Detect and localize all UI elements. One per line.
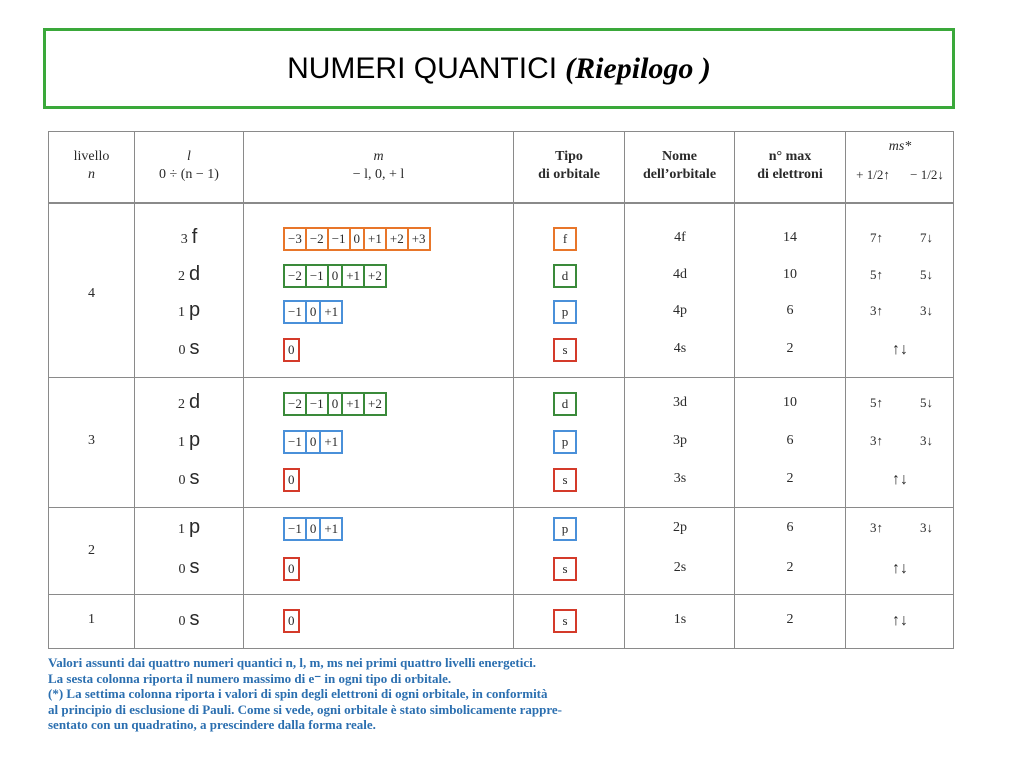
orbital-type-box: f bbox=[553, 227, 577, 251]
header-tipo bbox=[514, 148, 624, 184]
m-value-cell: −1 bbox=[285, 302, 307, 322]
l-value bbox=[135, 608, 243, 631]
spin-pair: ↑↓ bbox=[892, 341, 908, 358]
orbital-type-box: p bbox=[553, 300, 577, 324]
m-value-cell: +1 bbox=[343, 394, 365, 414]
header-nmax-line2: di elettroni bbox=[757, 167, 823, 182]
orbital-type-box: s bbox=[553, 338, 577, 362]
orbital-name: 4d bbox=[673, 267, 687, 282]
max-electrons: 14 bbox=[783, 230, 797, 245]
m-value-cell: −2 bbox=[307, 229, 329, 249]
max-electrons: 10 bbox=[783, 267, 797, 282]
l-letter: f bbox=[191, 226, 198, 248]
orbital-type-box: p bbox=[553, 430, 577, 454]
l-value bbox=[135, 226, 243, 249]
m-value-cell: 0 bbox=[351, 229, 366, 249]
row-divider bbox=[49, 594, 953, 595]
header-nome bbox=[625, 148, 734, 184]
header-tipo-line2: di orbitale bbox=[538, 167, 600, 182]
l-number: 0 bbox=[178, 562, 186, 577]
m-value-cell: +1 bbox=[324, 521, 339, 536]
spin-pair: ↑↓ bbox=[892, 560, 908, 577]
l-value bbox=[135, 429, 243, 452]
l-value bbox=[135, 556, 243, 579]
m-value-cell: +1 bbox=[324, 304, 339, 319]
spin-pair: ↑↓ bbox=[892, 612, 908, 629]
caption bbox=[48, 655, 948, 733]
orbital-name: 2s bbox=[673, 560, 687, 575]
m-value-cell: +1 bbox=[343, 266, 365, 286]
l-value bbox=[135, 337, 243, 360]
l-number: 0 bbox=[178, 473, 186, 488]
l-value bbox=[135, 299, 243, 322]
l-number: 0 bbox=[178, 614, 186, 629]
row-divider bbox=[49, 507, 953, 508]
l-number: 0 bbox=[178, 343, 186, 358]
header-nome-line2: dell’orbitale bbox=[642, 167, 717, 182]
m-values-row bbox=[283, 264, 387, 288]
spin-down-count: 5↓ bbox=[920, 395, 933, 410]
spin-down-count: 3↓ bbox=[920, 433, 933, 448]
max-electrons: 2 bbox=[786, 341, 794, 356]
max-electrons: 6 bbox=[786, 303, 794, 318]
m-value-cell: −2 bbox=[285, 266, 307, 286]
spin-up-count: 3↑ bbox=[870, 520, 883, 535]
orbital-name: 3p bbox=[673, 433, 687, 448]
header-nome-line1: Nome bbox=[662, 149, 697, 164]
l-letter: d bbox=[188, 263, 201, 285]
l-value bbox=[135, 467, 243, 490]
max-electrons: 2 bbox=[786, 471, 794, 486]
caption-line: sentato con un quadratino, a prescindere dalla forma reale. bbox=[48, 717, 376, 732]
header-ms bbox=[846, 138, 954, 184]
l-letter: p bbox=[188, 516, 201, 538]
l-letter: s bbox=[189, 337, 200, 359]
max-electrons: 6 bbox=[786, 520, 794, 535]
m-value-cell: +2 bbox=[368, 396, 382, 411]
orbital-name: 4p bbox=[673, 303, 687, 318]
header-ms-minus: − 1/2↓ bbox=[910, 167, 944, 182]
page-title: NUMERI QUANTICI bbox=[287, 51, 558, 85]
spin-down-count: 3↓ bbox=[920, 303, 933, 318]
spin-down-count: 7↓ bbox=[920, 230, 933, 245]
spin-up-count: 3↑ bbox=[870, 303, 883, 318]
header-ms-symbol: ms* bbox=[888, 139, 912, 154]
m-value-cell: −3 bbox=[285, 229, 307, 249]
m-value-cell: −2 bbox=[285, 394, 307, 414]
orbital-type-box: d bbox=[553, 392, 577, 416]
l-number: 1 bbox=[177, 305, 185, 320]
page-subtitle: (Riepilogo ) bbox=[565, 51, 711, 85]
col-divider bbox=[513, 132, 514, 648]
orbital-name: 3d bbox=[673, 395, 687, 410]
header-l-symbol: l bbox=[187, 149, 191, 164]
l-number: 2 bbox=[177, 397, 185, 412]
l-number: 1 bbox=[177, 435, 185, 450]
orbital-type-box: s bbox=[553, 557, 577, 581]
header-m bbox=[244, 148, 513, 184]
caption-line: al principio di esclusione di Pauli. Come si vede, ogni orbitale è stato simbolicamente rappre- bbox=[48, 701, 562, 717]
caption-line: La sesta colonna riporta il numero massimo di e⁻ in ogni tipo di orbitale. bbox=[48, 670, 452, 686]
row-divider bbox=[49, 377, 953, 378]
l-letter: s bbox=[189, 608, 200, 630]
l-value bbox=[135, 391, 243, 414]
spin-down-count: 3↓ bbox=[920, 520, 933, 535]
l-letter: d bbox=[188, 391, 201, 413]
orbital-type-box: p bbox=[553, 517, 577, 541]
header-livello-symbol: n bbox=[88, 167, 95, 182]
m-values-row bbox=[283, 227, 431, 251]
m-value-cell: +3 bbox=[411, 231, 426, 246]
header-livello bbox=[49, 148, 134, 184]
l-letter: s bbox=[189, 467, 200, 489]
orbital-name: 3s bbox=[673, 471, 687, 486]
orbital-type-box: d bbox=[553, 264, 577, 288]
title-box bbox=[43, 28, 955, 109]
m-value-cell: 0 bbox=[288, 472, 295, 487]
m-value-cell: 0 bbox=[307, 519, 322, 539]
m-value-cell: +2 bbox=[387, 229, 409, 249]
col-divider bbox=[243, 132, 244, 648]
m-values-row bbox=[283, 300, 343, 324]
m-values-row bbox=[283, 557, 300, 581]
m-value-cell: −1 bbox=[307, 266, 329, 286]
m-values-row bbox=[283, 468, 300, 492]
l-number: 3 bbox=[180, 232, 188, 247]
l-value bbox=[135, 516, 243, 539]
orbital-type-box: s bbox=[553, 609, 577, 633]
header-tipo-line1: Tipo bbox=[555, 149, 583, 164]
level-n: 1 bbox=[88, 612, 95, 627]
orbital-name: 4f bbox=[674, 230, 686, 245]
m-value-cell: +1 bbox=[365, 229, 387, 249]
spin-up-count: 5↑ bbox=[870, 267, 883, 282]
m-value-cell: 0 bbox=[288, 342, 295, 357]
orbital-type-box: s bbox=[553, 468, 577, 492]
quantum-numbers-table bbox=[48, 131, 954, 649]
orbital-name: 1s bbox=[673, 612, 687, 627]
l-number: 2 bbox=[177, 269, 185, 284]
m-values-row bbox=[283, 338, 300, 362]
spin-up-count: 3↑ bbox=[870, 433, 883, 448]
header-ms-plus: + 1/2↑ bbox=[856, 167, 890, 182]
header-nmax bbox=[735, 148, 845, 184]
header-l-range: 0 ÷ (n − 1) bbox=[159, 167, 219, 182]
max-electrons: 2 bbox=[786, 560, 794, 575]
header-divider bbox=[49, 202, 953, 204]
m-value-cell: 0 bbox=[307, 432, 322, 452]
m-value-cell: −1 bbox=[285, 432, 307, 452]
m-value-cell: 0 bbox=[288, 613, 295, 628]
level-n: 3 bbox=[88, 433, 95, 448]
m-value-cell: +1 bbox=[324, 434, 339, 449]
m-value-cell: +2 bbox=[368, 268, 382, 283]
m-value-cell: 0 bbox=[329, 394, 344, 414]
m-value-cell: 0 bbox=[329, 266, 344, 286]
orbital-name: 4s bbox=[673, 341, 687, 356]
caption-line: (*) La settima colonna riporta i valori di spin degli elettroni di ogni orbitale, in conformità bbox=[48, 686, 548, 701]
spin-down-count: 5↓ bbox=[920, 267, 933, 282]
m-values-row bbox=[283, 609, 300, 633]
max-electrons: 2 bbox=[786, 612, 794, 627]
m-value-cell: 0 bbox=[307, 302, 322, 322]
l-letter: s bbox=[189, 556, 200, 578]
spin-pair: ↑↓ bbox=[892, 471, 908, 488]
max-electrons: 6 bbox=[786, 433, 794, 448]
header-nmax-line1: n° max bbox=[768, 149, 812, 164]
m-values-row bbox=[283, 430, 343, 454]
spin-up-count: 5↑ bbox=[870, 395, 883, 410]
header-livello-label: livello bbox=[73, 149, 110, 164]
header-m-range: − l, 0, + l bbox=[352, 167, 405, 182]
header-l bbox=[135, 148, 243, 184]
m-value-cell: −1 bbox=[285, 519, 307, 539]
m-value-cell: 0 bbox=[288, 561, 295, 576]
m-value-cell: −1 bbox=[329, 229, 351, 249]
caption-line: Valori assunti dai quattro numeri quantici n, l, m, ms nei primi quattro livelli energetici. bbox=[48, 655, 536, 670]
level-n: 4 bbox=[88, 286, 95, 301]
orbital-name: 2p bbox=[673, 520, 687, 535]
l-value bbox=[135, 263, 243, 286]
l-letter: p bbox=[188, 429, 201, 451]
m-values-row bbox=[283, 517, 343, 541]
m-value-cell: −1 bbox=[307, 394, 329, 414]
spin-up-count: 7↑ bbox=[870, 230, 883, 245]
header-m-symbol: m bbox=[373, 149, 384, 164]
m-values-row bbox=[283, 392, 387, 416]
level-n: 2 bbox=[88, 543, 95, 558]
l-number: 1 bbox=[177, 522, 185, 537]
l-letter: p bbox=[188, 299, 201, 321]
max-electrons: 10 bbox=[783, 395, 797, 410]
